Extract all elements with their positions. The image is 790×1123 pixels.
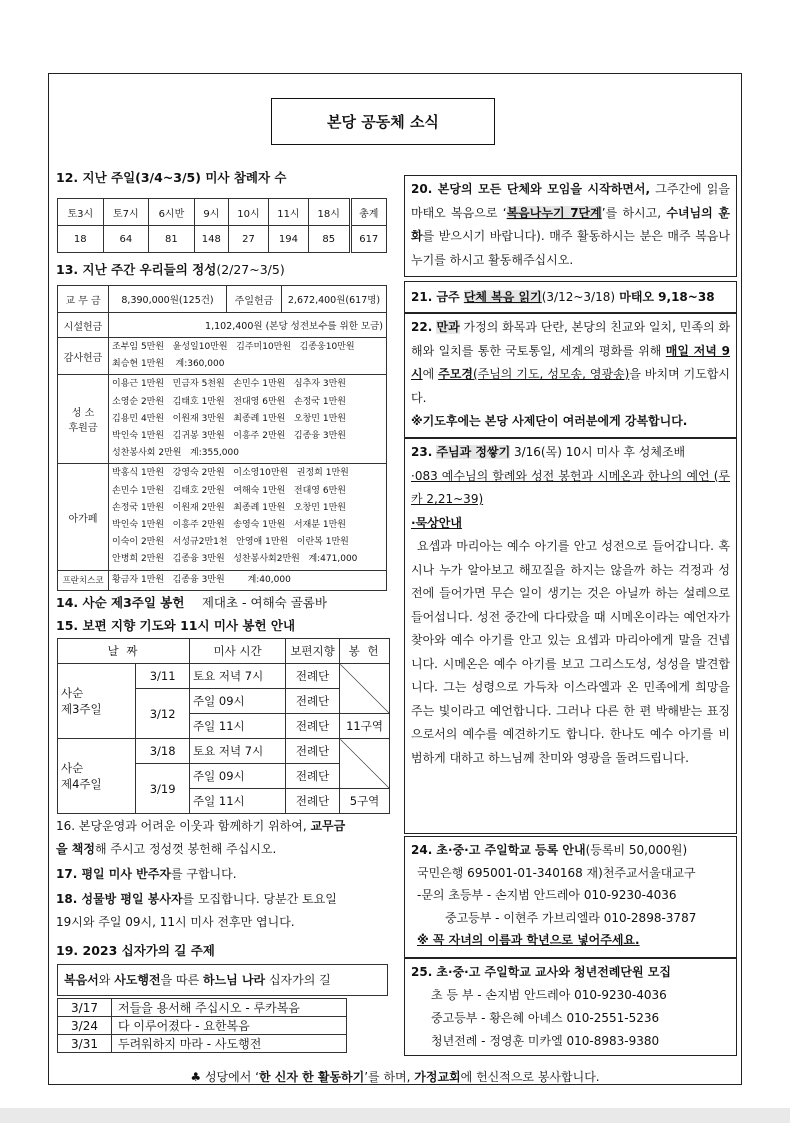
stations-topic: 두려워하지 마라 - 사도행전 [112,1035,347,1053]
attendance-header: 11시 [268,199,308,226]
notice-21 [404,281,737,313]
offering-heading [56,260,285,278]
mass-col-prayer: 보편지향 [286,639,340,664]
notice-23-text: 3/16(목) 10시 미사 후 성체조배 [510,445,686,459]
offering-label: 아가페 [58,464,109,570]
notice-25-title: 25. 초·중·고 주일학교 교사와 청년전례단원 모집 [411,965,671,979]
offering-heading-dates: (2/27~3/5) [216,262,285,277]
offering-label: 교 무 금 [58,286,109,313]
notice-22-note: ※기도후에는 본당 사제단이 여러분에게 강복합니다. [411,414,688,428]
notice-18 [56,888,390,934]
attendance-header: 18시 [308,199,350,226]
notice-21-dates: (3/12~3/18) [541,290,616,304]
attendance-value: 64 [103,226,149,253]
notice-20-bold2: 수녀님의 훈화 [411,205,730,243]
mass-time: 주일 09시 [190,764,286,789]
attendance-header: 9시 [194,199,228,226]
stations-topic: 저들을 용서해 주십시오 - 루카복음 [112,999,347,1017]
mass-offer: 5구역 [340,789,390,814]
offering-names: 조부임 5만원 윤성일10만원 김주미10만원 김종웅10만원 최승현 1만원 계:360,000 [109,338,387,375]
notice-22-text2: 에 [422,367,439,381]
offering-label: 프란치스코 [58,570,109,590]
footer-slogan [0,1068,790,1085]
notice-25 [404,958,737,1056]
notice-21-highlight: 단체 복음 읽기 [463,290,542,304]
stations-topic: 다 이루어졌다 - 요한복음 [112,1017,347,1035]
attendance-value: 617 [350,226,386,253]
offering-label: 주일헌금 [227,286,282,313]
notice-23 [404,438,737,834]
offering-names: 박홍식 1만원 강영숙 2만원 이소영10만원 권정희 1만원 손민수 1만원 김태호 2만원 여해숙 1만원 전대영 6만원 손정국 1만원 이원재 2만원 최종례 1만원 오창민 1만원 박인숙 1만원 이흥주 2만원 송영숙 1만원 서재분 1만원 이숙이 2만원 서성규2만1천 안영애 1만원 이란복 1만원 안병희 2만원 김종융 3만원 성찬봉사회2만원 계:471,000 [109,464,387,570]
mass-date: 3/19 [136,764,190,814]
notice-20-text3: 를 받으시기 바랍니다). 매주 활동하시는 분은 매주 복음나누기를 하시고 활동해주십시오. [411,229,730,267]
mass-col-offer: 봉 헌 [340,639,390,664]
attendance-heading: 12. 지난 주일(3/4~3/5) 미사 참례자 수 [56,170,287,185]
stations-intro [57,964,388,996]
notice-22-time: 매일 저녁 9시 [411,343,731,381]
attendance-header: 총계 [350,199,386,226]
attendance-table [57,198,387,253]
notice-25-line2: 중고등부 - 황은혜 아녜스 010-2551-5236 [431,1011,660,1025]
mass-prayer: 전례단 [286,764,340,789]
mass-time: 토요 저녁 7시 [190,739,286,764]
notice-23-highlight: 주님과 정쌓기 [436,445,511,459]
notice-25-line1: 초 등 부 - 손지범 안드레아 010-9230-4036 [431,988,667,1002]
notice-20-highlight: 복음나누기 7단계 [506,205,602,220]
notice-22 [404,313,737,438]
notice-17-text: 를 구합니다. [170,867,237,881]
notice-24-title: 24. 초·중·고 주일학교 등록 안내 [411,843,586,857]
mass-week: 사순 제3주일 [58,664,136,739]
notice-25-line3: 청년전례 - 정영훈 미카엘 010-8983-9380 [431,1034,660,1048]
mass-date: 3/11 [136,664,190,689]
notice-24-contact2: 중고등부 - 이현주 가브리엘라 010-2898-3787 [445,910,697,925]
offering-label: 시설헌금 [58,313,109,338]
notice-16-bold: 교무금 [310,819,346,833]
mass-time: 토요 저녁 7시 [190,664,286,689]
mass-heading: 15. 보편 지향 기도와 11시 미사 봉헌 안내 [56,618,296,633]
attendance-value: 81 [149,226,195,253]
mass-date: 3/12 [136,689,190,739]
stations-intro-t1: 와 [98,973,115,987]
attendance-value: 194 [268,226,308,253]
stations-intro-b3: 하느님 나라 [202,973,266,987]
stations-date: 3/17 [58,999,112,1017]
notice-18-text: 를 모집합니다. 당분간 토요일 [182,892,337,906]
mass-offer-empty [340,739,390,789]
notice-20-bold: 20. 본당의 모든 단체와 모임을 시작하면서, [411,182,651,196]
mass-prayer: 전례단 [286,789,340,814]
notice-23-topic: ·083 예수님의 할례와 성전 봉헌과 시메온과 한나의 예언 (루카 2,21~39) [411,468,730,506]
mass-time: 주일 09시 [190,689,286,714]
notice-17-num: 17. [56,867,82,881]
notice-24-contact1: -문의 초등부 - 손지범 안드레아 010-9230-4036 [417,888,677,902]
club-icon: ♣ [190,1070,202,1084]
notice-24-bank: 국민은행 695001-01-340168 재)천주교서울대교구 [417,865,696,880]
mass-col-date: 날 짜 [58,639,190,664]
stations-date: 3/31 [58,1035,112,1053]
notice-22-highlight: 만과 [436,320,460,334]
footer-text3: 에 헌신적으로 봉사합니다. [460,1070,600,1084]
notice-21-reading: 마태오 9,18~38 [615,290,715,304]
stations-date: 3/24 [58,1017,112,1035]
offering-value: 1,102,400원 (본당 성전보수를 위한 모금) [109,313,387,338]
offertory-heading [56,593,327,611]
notice-24 [404,836,737,958]
notice-23-num: 23. [411,445,437,459]
attendance-header: 토7시 [103,199,149,226]
notice-24-fee: (등록비 50,000원) [585,843,688,857]
notice-22-prayers: (주님의 기도, 성모송, 영광송) [472,367,630,381]
offertory-detail: 제대초 - 여해숙 골롬바 [201,595,327,610]
attendance-value: 18 [58,226,104,253]
footer-bold2: 가정교회 [414,1070,461,1084]
notice-17 [56,863,390,886]
notice-16-text: 16. 본당운영과 어려운 이웃과 함께하기 위하여, [56,819,311,833]
notice-16 [56,815,390,861]
attendance-value: 85 [308,226,350,253]
offering-names: 이용근 1만원 민금자 5천원 손민수 1만원 심추자 3만원 소영순 2만원 김태호 1만원 전대영 6만원 손정국 1만원 김용민 4만원 이원재 3만원 최종례 1만원 오창민 1만원 박인숙 1만원 김귀봉 3만원 이흥주 2만원 김종융 3만원 성찬봉사회 2만원 계:355,000 [109,375,387,464]
notice-20-text: 그주간에 읽을 마태오 복음으로 ‘ [411,182,730,220]
offering-names: 황금자 1만원 김종융 3만원 계:40,000 [109,570,387,590]
stations-table [57,998,347,1053]
notice-18-bold: 성물방 평일 봉사자 [81,892,183,906]
notice-18-num: 18. [56,892,82,906]
mass-offer-empty [340,664,390,714]
notice-22-num: 22. [411,320,437,334]
attendance-header: 토3시 [58,199,104,226]
notice-23-body: 요셉과 마리아는 예수 아기를 안고 성전으로 들어갑니다. 혹시나 누가 알아보고 해꼬질을 하지는 않을까 하는 걱정과 성전에 들어가면 무슨 일이 생기는 것은 아닐까 하는 설레으로 들어섭니다. 성전 중간에 다다랐을 때 시메온이라는 예언자가 찾아와 예수 아기를 안고 있는 요셉과 마리아에게 말을 건넵니다. 시메온은 예수 아기를 보고 그리스도성, 성성을 발견합니다. 그는 성령으로 가득차 이스라엘과 온 민족에게 희망을 주는 빛이라고 예언합니다. 그러나 다른 한 편 박해받는 표징으로서의 예수를 예견하기도 합니다. 한나도 예수 아기를 비범하게 대하고 하느님께 찬미와 영광을 돌려드립니다. [411,539,730,765]
notice-22-text3: 을 바치며 기도합시다. [411,367,730,405]
offering-label: 감사헌금 [58,338,109,375]
attendance-value: 148 [194,226,228,253]
offering-value: 2,672,400원(617명) [282,286,387,313]
mass-col-time: 미사 시간 [190,639,286,664]
footer-bold1: 한 신자 한 활동하기 [258,1070,365,1084]
notice-16-text2: 해 주시고 정성껏 봉헌해 주십시오. [94,842,277,856]
notice-16-bold2: 을 책정 [56,842,95,856]
notice-23-subheading: ·묵상안내 [411,515,462,530]
notice-20 [404,175,737,277]
attendance-value: 27 [229,226,269,253]
footer-text1: 성당에서 ‘ [201,1070,259,1084]
notice-24-note: ※ 꼭 자녀의 이름과 학년으로 넣어주세요. [417,933,640,947]
footer-text2: ’를 하며, [364,1070,415,1084]
mass-time: 주일 11시 [190,789,286,814]
offering-heading-main: 13. 지난 주간 우리들의 정성 [56,262,217,277]
mass-prayer: 전례단 [286,714,340,739]
notice-18-text2: 19시와 주일 09시, 11시 미사 전후만 엽니다. [56,915,295,929]
mass-prayer: 전례단 [286,664,340,689]
mass-prayer: 전례단 [286,739,340,764]
mass-date: 3/18 [136,739,190,764]
mass-time: 주일 11시 [190,714,286,739]
stations-heading: 19. 2023 십자가의 길 주제 [56,943,215,958]
stations-intro-b1: 복음서 [64,973,99,987]
attendance-header: 6시반 [149,199,195,226]
offertory-title: 14. 사순 제3주일 봉헌 [56,595,185,610]
notice-17-bold: 평일 미사 반주자 [81,867,171,881]
mass-prayer: 전례단 [286,689,340,714]
notice-22-text: 가정의 화목과 단란, 본당의 친교와 일치, 민족의 화해와 일치를 통한 국토통일, 세계의 평화를 위해 [411,320,730,358]
offering-label: 성 소 후원금 [58,375,109,464]
notice-21-num: 21. 금주 [411,290,464,304]
mass-week: 사순 제4주일 [58,739,136,814]
notice-22-prayer: 주모경 [438,367,473,381]
attendance-header: 10시 [229,199,269,226]
page-title: 본당 공동체 소식 [271,98,495,145]
notice-20-text2: ’를 하시고, [601,205,667,220]
offering-value: 8,390,000원(125건) [109,286,227,313]
mass-schedule-table [57,638,390,814]
stations-intro-t2: 을 따른 [160,973,203,987]
stations-intro-t3: 십자가의 길 [265,973,331,987]
offering-table [57,285,387,591]
stations-intro-b2: 사도행전 [114,973,161,987]
page-bottom-bar [0,1108,790,1123]
mass-offer: 11구역 [340,714,390,739]
